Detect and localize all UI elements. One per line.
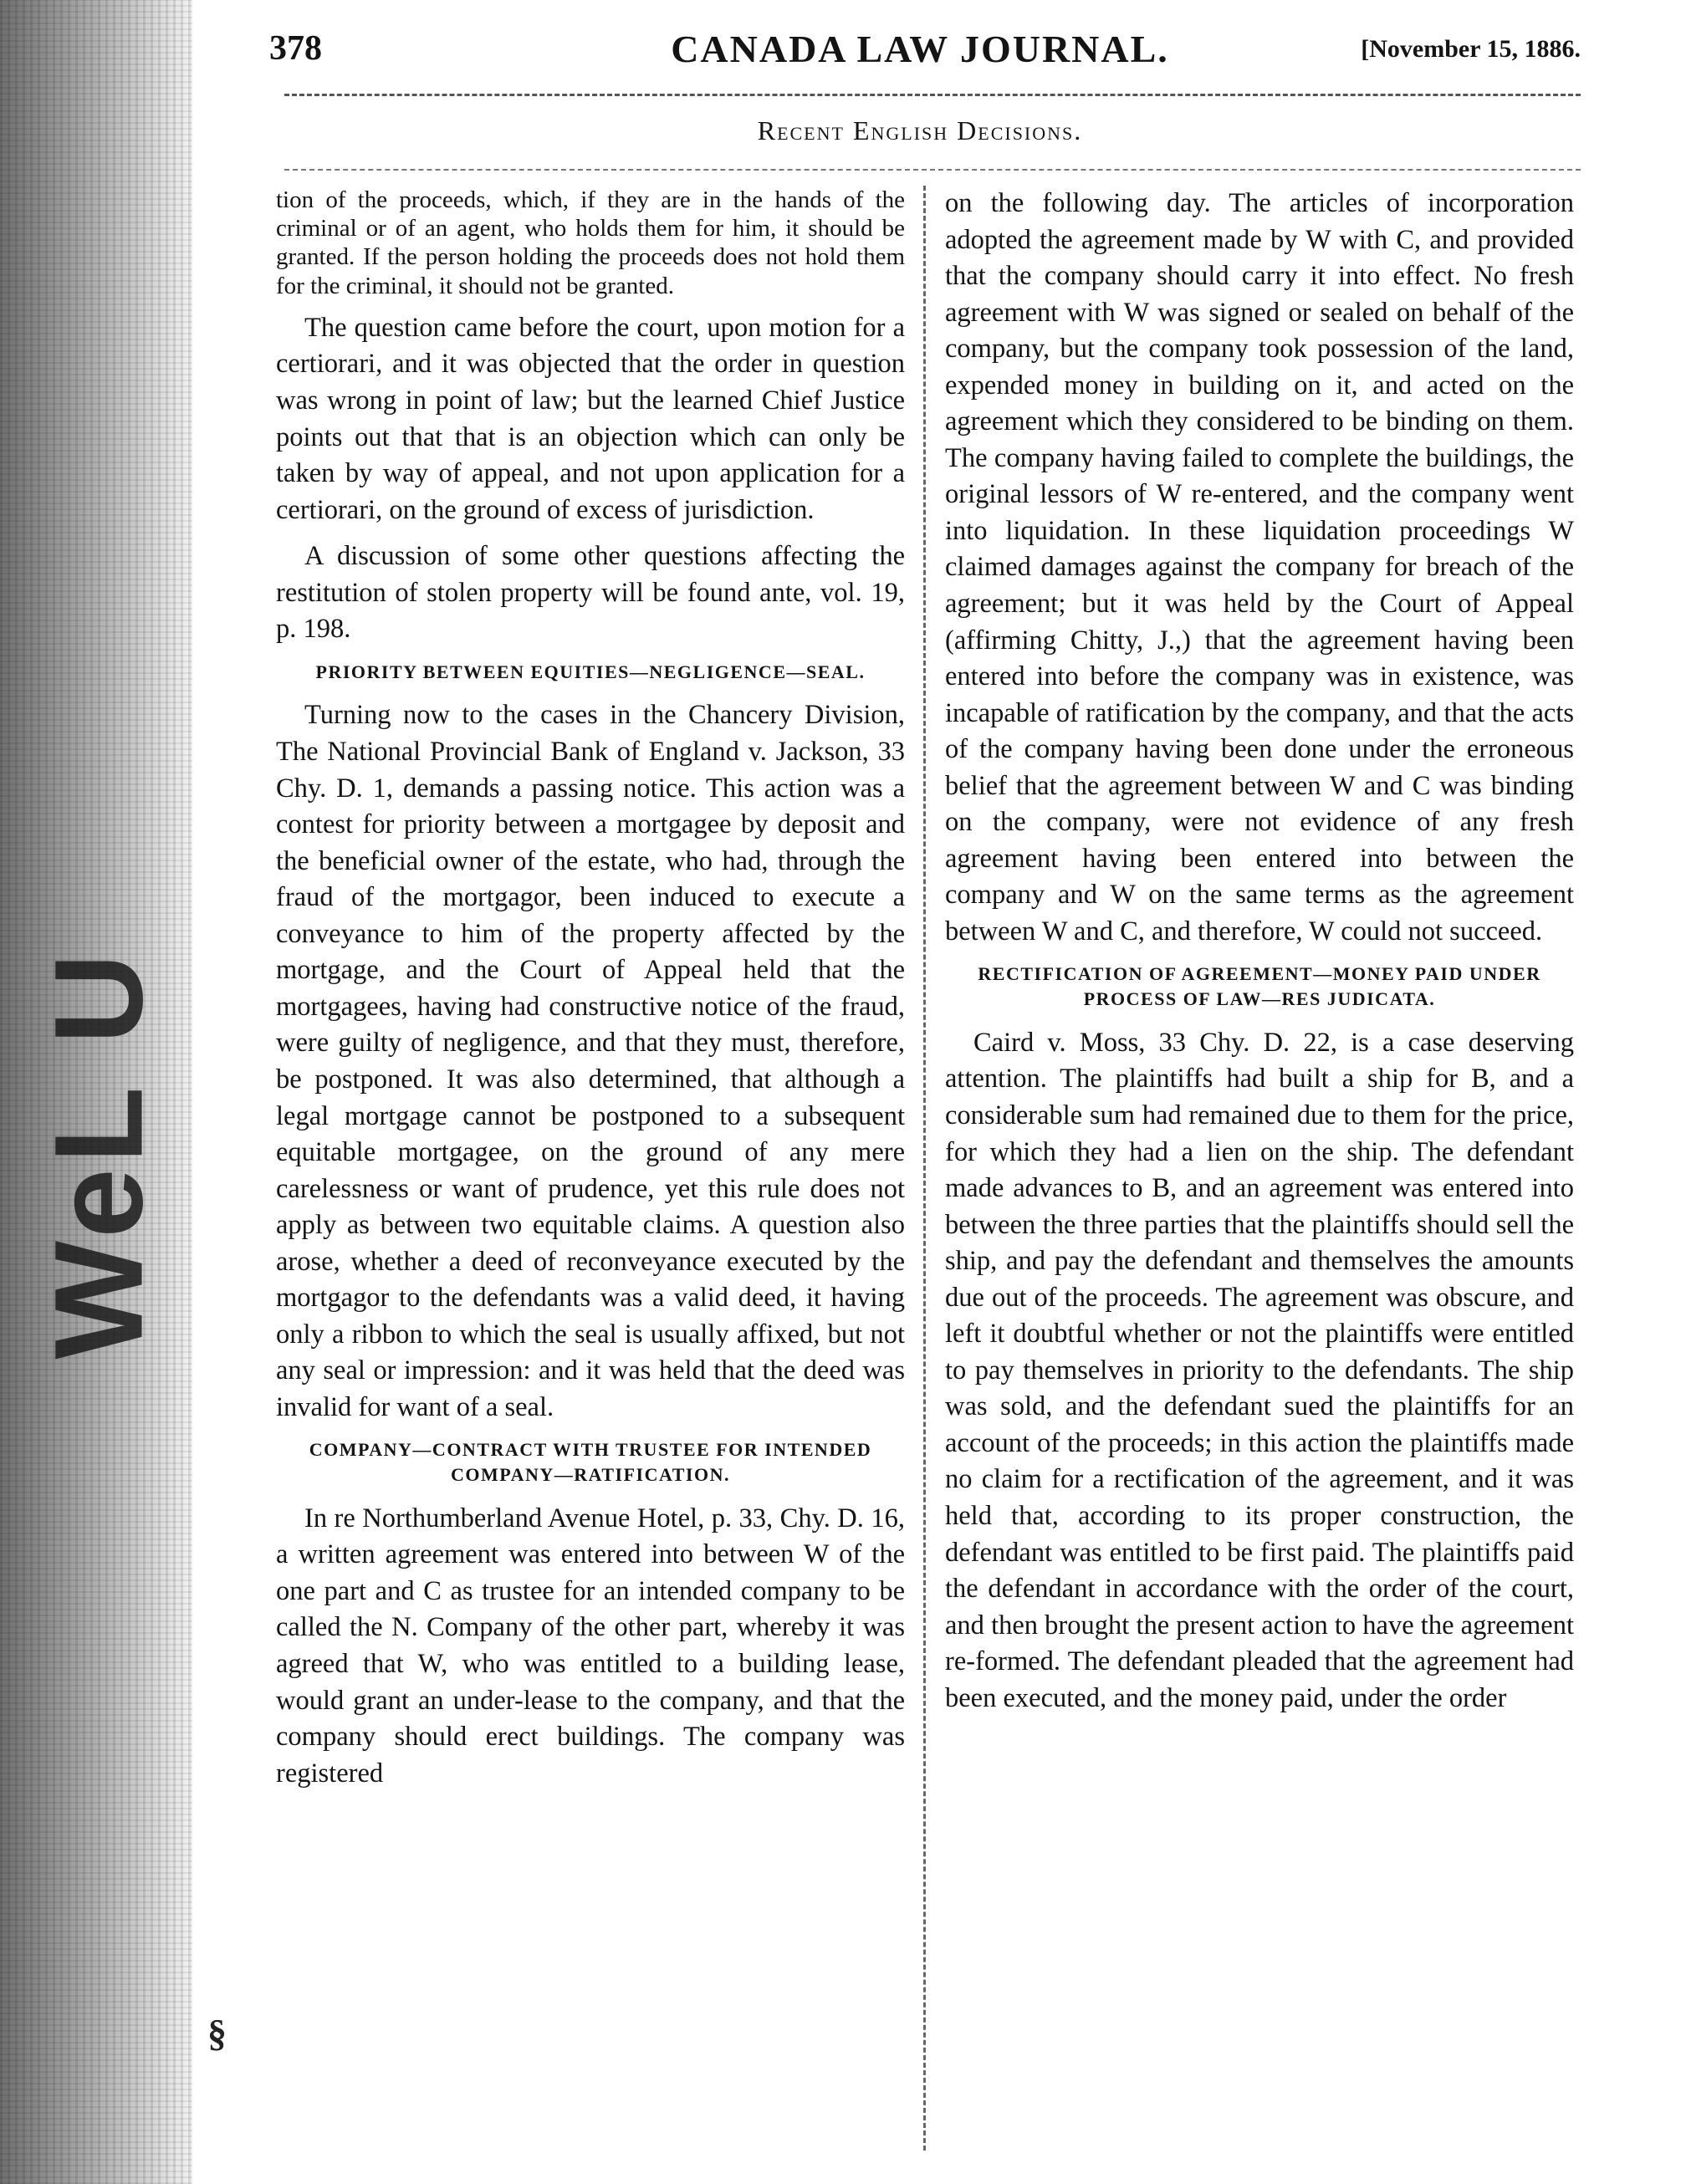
page-header [259, 23, 1581, 90]
paragraph: A discussion of some other questions affecting the restitution of stolen property will be found ante, vol. 19, p. 198. [276, 541, 905, 645]
spine-stamp-text: WeL U [28, 948, 169, 1360]
paragraph: The question came before the court, upon motion for a certiorari, and it was objected that the order in question was wrong in point of law; but the learned Chief Justice points out that that is an objection which can only be taken by way of appeal, and not upon application for a certiorari, on the ground of excess of jurisdiction. [276, 312, 905, 525]
right-column [945, 186, 1574, 1727]
book-binding-edge [0, 0, 192, 2184]
paragraph: Caird v. Moss, 33 Chy. D. 22, is a case deserving attention. The plaintiffs had built a ship for B, and a considerable sum had remained due to them for the price, for which they had a lien on the ship. The defendant made advances to B, and an agreement was entered into between the three parties that the plaintiffs should sell the ship, and pay the defendant and themselves the amounts due out of the proceeds. The agreement was obscure, and left it doubtful whether or not the plaintiffs were entitled to pay themselves in priority to the defendants. The ship was sold, and the defendant sued the plaintiffs for an account of the proceeds; in this action the plaintiffs made no claim for a rectification of the agreement, and it was held that, according to its proper construction, the defendant was entitled to be first paid. The plaintiffs paid the defendant in accordance with the order of the court, and then brought the present action to have the agreement re-formed. The defendant pleaded that the agreement had been executed, and the money paid, under the order [945, 1027, 1574, 1713]
page-number: 378 [269, 29, 322, 68]
paragraph: Turning now to the cases in the Chancery Division, The National Provincial Bank of England v. Jackson, 33 Chy. D. 1, demands a passing notice. This action was a contest for priority between a mortgagee by deposit and the beneficial owner of the estate, who had, through the fraud of the mortgagor, been induced to execute a conveyance to him of the property affected by the mortgage, and the Court of Appeal held that the mortgagees, having had constructive notice of the fraud, were guilty of negligence, and that they must, therefore, be postponed. It was also determined, that although a legal mortgage cannot be postponed to a subsequent equitable mortgagee, on the ground of any mere carelessness or want of prudence, yet this rule does not apply as between two equitable claims. A question also arose, whether a deed of reconveyance executed by the mortgagor to the defendants was a valid deed, it having only a ribbon to which the seal is usually affixed, but not any seal or impression: and it was held that the deed was invalid for want of a seal. [276, 700, 905, 1422]
margin-mark: § [207, 2012, 227, 2054]
issue-date: [November 15, 1886. [1361, 35, 1581, 63]
section-rule [284, 169, 1581, 171]
section-heading: PRIORITY BETWEEN EQUITIES—NEGLIGENCE—SEAL. [315, 661, 866, 682]
journal-title: CANADA LAW JOURNAL. [671, 28, 1169, 70]
section-heading: RECTIFICATION OF AGREEMENT—MONEY PAID UNDER PROCESS OF LAW—RES JUDICATA. [978, 963, 1541, 1010]
paragraph: tion of the proceeds, which, if they are in the hands of the criminal or of an agent, who holds them for him, it should be granted. If the person holding the proceeds does not hold them for the criminal, it should not be granted. [276, 186, 905, 299]
running-head: Recent English Decisions. [757, 115, 1083, 145]
header-rule [284, 94, 1581, 96]
paragraph: on the following day. The articles of incorporation adopted the agreement made by W with C, and provided that the company should carry it into effect. No fresh agreement with W was signed or sealed on behalf of the company, but the company took possession of the land, expended money in building on it, and acted on the agreement which they considered to be binding on them. The company having failed to complete the buildings, the original lessors of W re-entered, and the company went into liquidation. In these liquidation proceedings W claimed damages against the company for breach of the agreement; but it was held by the Court of Appeal (affirming Chitty, J.,) that the agreement having been entered into before the company was in existence, was incapable of ratification by the company, and that the acts of the company having been done under the erroneous belief that the agreement between W and C was binding on the company, were not evidence of any fresh agreement having been entered into between the company and W on the same terms as the agreement between W and C, and therefore, W could not succeed. [945, 188, 1574, 947]
journal-page [259, 17, 1614, 2157]
section-heading: COMPANY—CONTRACT WITH TRUSTEE FOR INTENDED COMPANY—RATIFICATION. [309, 1439, 872, 1486]
left-column [276, 186, 905, 1802]
column-divider [923, 186, 926, 2151]
paragraph: In re Northumberland Avenue Hotel, p. 33, Chy. D. 16, a written agreement was entered into between W of the one part and C as trustee for an intended company to be called the N. Company of the other part, whereby it was agreed that W, who was entitled to a building lease, would grant an under-lease to the company, and that the company should erect buildings. The company was registered [276, 1503, 905, 1789]
